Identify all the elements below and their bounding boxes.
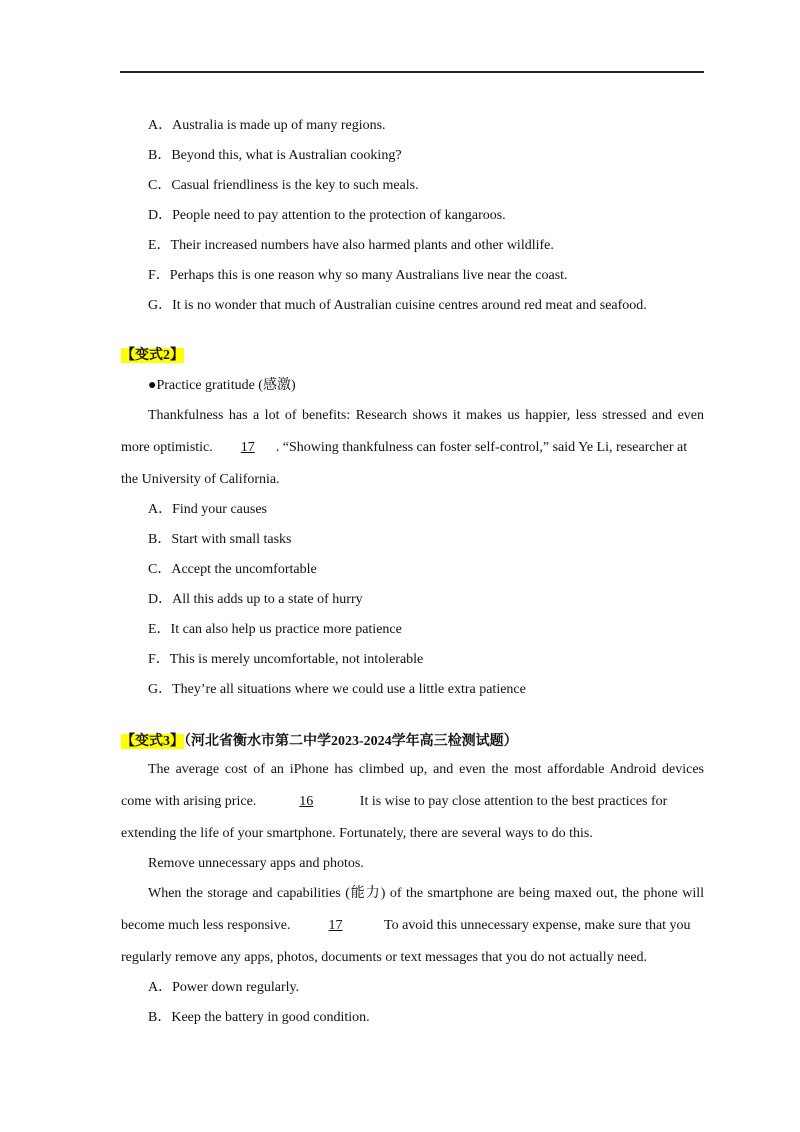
variant2-text-b: . “Showing thankfulness can foster self-control,” said Ye Li, researcher at [275,440,688,455]
variant3-heading [121,733,518,751]
variant3-para3-line3: regularly remove any apps, photos, documents or text messages that you do not actually need. [121,950,648,965]
variant3-para2: Remove unnecessary apps and photos. [148,856,364,871]
variant2-option-d: D．All this adds up to a state of hurry [148,592,363,607]
variant2-subtitle: ●Practice gratitude (感激) [148,378,296,393]
option-b: B．Beyond this, what is Australian cooking? [148,148,402,163]
option-e: E．Their increased numbers have also harmed plants and other wildlife. [148,238,554,253]
variant3-option-b: B．Keep the battery in good condition. [148,1010,370,1025]
variant2-para-line2 [121,439,687,457]
variant2-blank-17: 17 [240,440,255,455]
variant2-option-f: F．This is merely uncomfortable, not intolerable [148,652,424,667]
variant3-blank-16: 16 [299,794,314,809]
variant2-para-line3: the University of California. [121,472,280,487]
variant2-tag: 【变式2】 [121,348,184,363]
variant3-para1-line1: The average cost of an iPhone has climbed up, and even the most affordable Android devices [148,762,704,777]
variant2-heading [121,347,184,365]
variant2-option-b: B．Start with small tasks [148,532,292,547]
variant3-tag: 【变式3】 [121,734,184,749]
option-a: A．Australia is made up of many regions. [148,118,386,133]
variant2-option-e: E．It can also help us practice more patience [148,622,402,637]
header-rule [120,71,704,73]
variant3-option-a: A．Power down regularly. [148,980,300,995]
variant3-source: （河北省衡水市第二中学2023-2024学年高三检测试题） [184,734,518,749]
variant3-para1-line2 [121,793,667,811]
variant3-blank-17: 17 [328,918,343,933]
variant3-para3-line1: When the storage and capabilities (能力) of the smartphone are being maxed out, the phone will [148,886,704,901]
option-d: D．People need to pay attention to the protection of kangaroos. [148,208,506,223]
option-f: F．Perhaps this is one reason why so many Australians live near the coast. [148,268,568,283]
variant3-para1-line3: extending the life of your smartphone. Fortunately, there are several ways to do this. [121,826,593,841]
variant2-option-c: C．Accept the uncomfortable [148,562,317,577]
variant2-option-a: A．Find your causes [148,502,267,517]
option-g: G．It is no wonder that much of Australian cuisine centres around red meat and seafood. [148,298,647,313]
variant3-text-d: To avoid this unnecessary expense, make sure that you [384,918,691,933]
variant3-text-b: It is wise to pay close attention to the best practices for [359,794,668,809]
variant2-para-line1: Thankfulness has a lot of benefits: Research shows it makes us happier, less stressed and even [148,408,704,423]
variant3-para3-line2 [121,917,691,935]
variant3-text-a: come with arising price. [121,794,257,809]
variant2-text-a: more optimistic. [121,440,213,455]
variant2-option-g: G．They’re all situations where we could use a little extra patience [148,682,526,697]
variant3-text-c: become much less responsive. [121,918,291,933]
option-c: C．Casual friendliness is the key to such meals. [148,178,419,193]
